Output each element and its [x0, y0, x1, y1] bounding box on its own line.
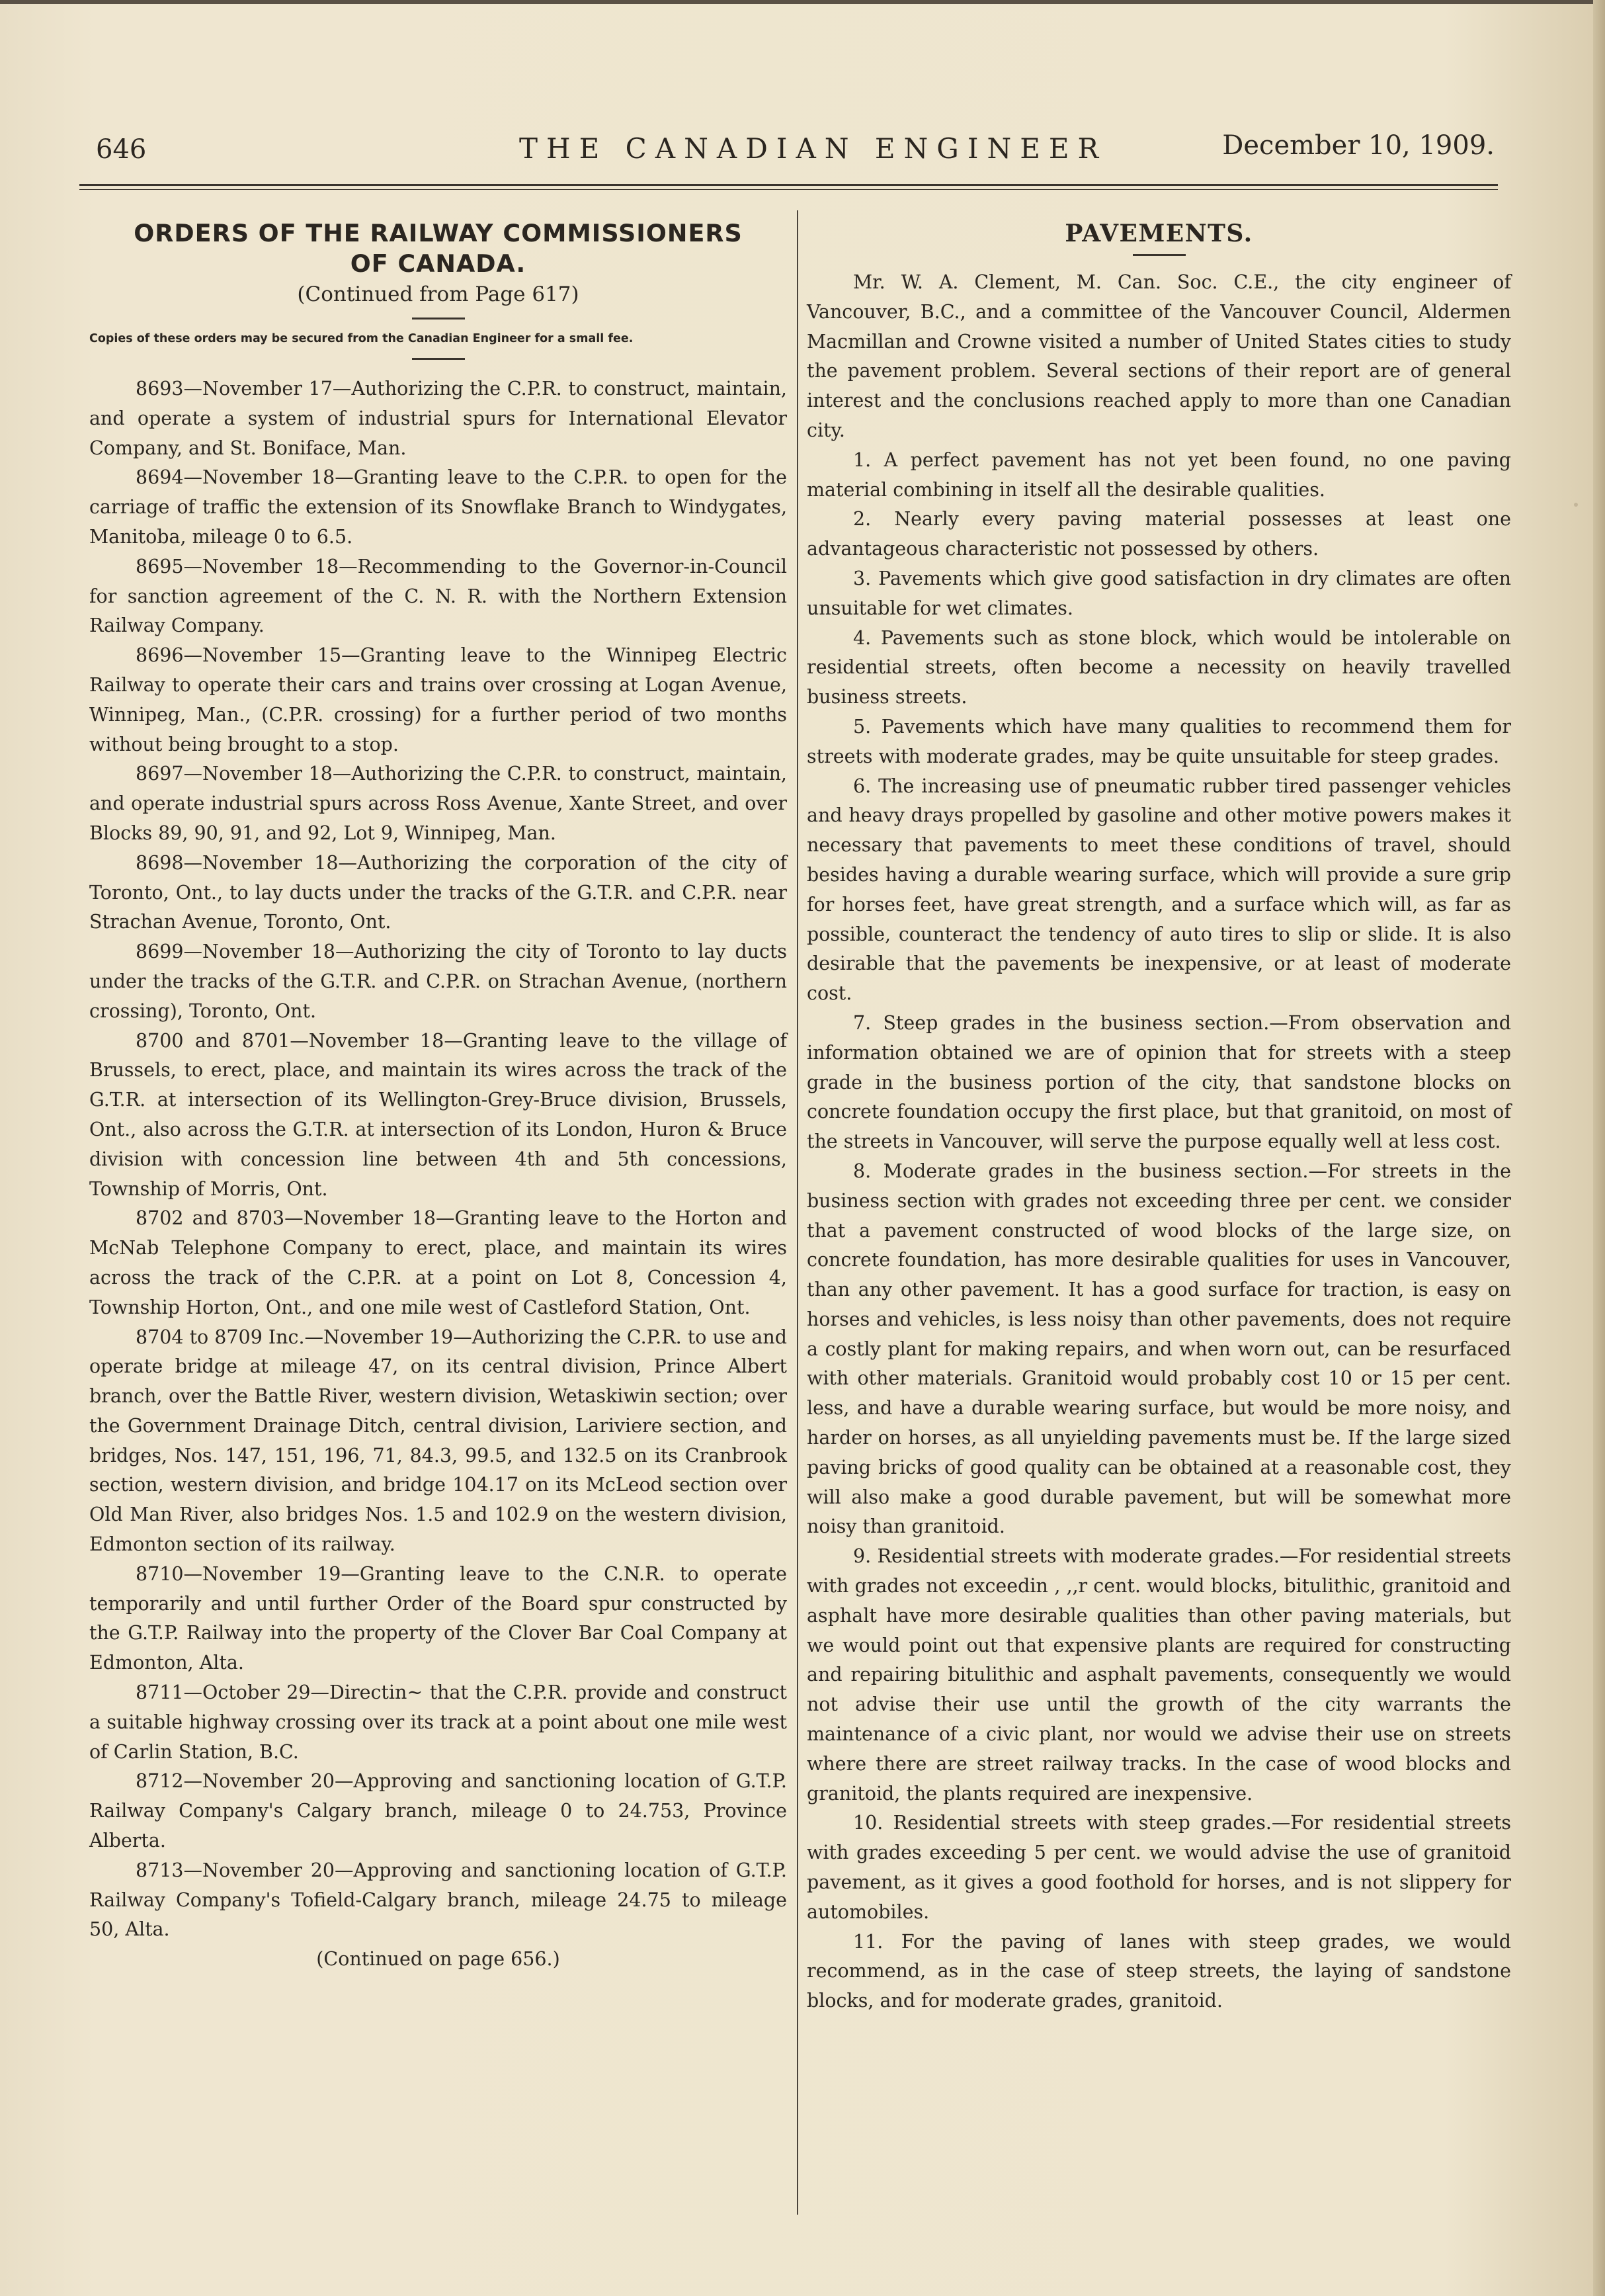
pavements-point-8: 8. Moderate grades in the business section.—For streets in the business section with grades not exceeding three per cent. we consider that a pavement constructed of wood blocks of the large size, on concrete foundation, has more desirable qualities for uses in Vancouver, than any other pavement. It has a good surface for traction, is easy on horses and vehicles, is less noisy than other pavements, does not require a costly plant for making repairs, and when worn out, can be resurfaced with other materials. Granitoid would probably cost 10 or 15 per cent. less, and have a durable wearing surface, but would be more noisy, and harder on horses, as all unyielding pavements must be. If the large sized paving bricks of good quality can be obtained at a reasonable cost, they will also make a good durable pavement, but will be somewhat more noisy than granitoid.	[807, 1160, 1511, 1538]
scan-top-edge	[0, 0, 1605, 4]
header-rule-thin	[79, 189, 1498, 190]
pavements-point-11: 11. For the paving of lanes with steep grades, we would recommend, as in the case of steep streets, the laying of sandstone blocks, and for moderate grades, granitoid.	[807, 1930, 1511, 2012]
left-column	[89, 218, 787, 1975]
pavements-point-5: 5. Pavements which have many qualities to recommend them for streets with moderate grades, may be quite unsuitable for steep grades.	[807, 715, 1511, 767]
order-8713: 8713—November 20—Approving and sanctioning location of G.T.P. Railway Company's Tofield-Calgary branch, mileage 24.75 to mileage 50, Alta.	[89, 1859, 787, 1941]
pavements-point-4: 4. Pavements such as stone block, which would be intolerable on residential streets, often become a necessity on heavily travelled business streets.	[807, 626, 1511, 708]
pavements-point-9: 9. Residential streets with moderate grades.—For residential streets with grades not exceedin ‚ ‚‚r cent. would blocks, bitulithic, granitoid and asphalt have more desirable qualities than other paving materials, but we would point out that expensive plants are required for constructing and repairing bitulithic and asphalt pavements, consequently we would not advise their use until the growth of the city warrants the maintenance of a civic plant, nor would we advise their use on streets where there are street railway tracks. In the case of wood blocks and granitoid, the plants required are inexpensive.	[807, 1545, 1511, 1805]
pavements-point-1: 1. A perfect pavement has not yet been found, no one paving material combining in itself all the desirable qualities.	[807, 448, 1511, 501]
pavements-point-10: 10. Residential streets with steep grades.—For residential streets with grades exceeding 5 per cent. we would advise the use of granitoid pavement, as it gives a good foothold for horses, and is not slippery for automobiles.	[807, 1812, 1511, 1923]
article-title-line2: OF CANADA.	[350, 249, 526, 278]
order-8699: 8699—November 18—Authorizing the city of Toronto to lay ducts under the tracks of the G.T.R. and C.P.R. on Strachan Avenue, (northern crossing), Toronto, Ont.	[89, 941, 787, 1022]
header-rule-thick	[79, 184, 1498, 186]
order-8700-8701: 8700 and 8701—November 18—Granting leave to the village of Brussels, to erect, place, and maintain its wires across the track of the G.T.R. at intersection of its Wellington-Grey-Bruce division, Brussels, Ont., also across the G.T.R. at intersection of its London, Huron & Bruce division with concession line between 4th and 5th concessions, Township of Morris, Ont.	[89, 1029, 787, 1200]
article-title-line1: ORDERS OF THE RAILWAY COMMISSIONERS	[134, 219, 743, 247]
pavements-rule	[1133, 254, 1186, 256]
copies-note: Copies of these orders may be secured from the Canadian Engineer for a small fee.	[89, 332, 634, 345]
order-8712: 8712—November 20—Approving and sanctioning location of G.T.P. Railway Company's Calgary branch, mileage 0 to 24.753, Province Alberta.	[89, 1770, 787, 1852]
order-8697: 8697—November 18—Authorizing the C.P.R. to construct, maintain, and operate industrial spurs across Ross Avenue, Xante Street, and over Blocks 89, 90, 91, and 92, Lot 9, Winnipeg, Man.	[89, 763, 787, 844]
pavements-point-7: 7. Steep grades in the business section.—From observation and information obtained we are of opinion that for streets with a steep grade in the business portion of the city, that sandstone blocks on concrete foundation occupy the first place, but that granitoid, on most of the streets in Vancouver, will serve the purpose equally well at less cost.	[807, 1011, 1511, 1153]
page-header	[96, 129, 1495, 169]
scan-right-edge	[1593, 0, 1605, 2296]
pavements-title: PAVEMENTS.	[1065, 220, 1253, 247]
ink-speck	[668, 566, 671, 569]
order-8702-8703: 8702 and 8703—November 18—Granting leave to the Horton and McNab Telephone Company to erect, place, and maintain its wires across the track of the C.P.R. at a point on Lot 8, Concession 4, Township Horton, Ont., and one mile west of Castleford Station, Ont.	[89, 1207, 787, 1318]
ink-speck	[1574, 503, 1578, 507]
pavements-intro: Mr. W. A. Clement, M. Can. Soc. C.E., the city engineer of Vancouver, B.C., and a committee of the Vancouver Council, Aldermen Macmillan and Crowne visited a number of United States cities to study the pavement problem. Several sections of their report are of general interest and the conclusions reached apply to more than one Canadian city.	[807, 271, 1511, 441]
continued-from: (Continued from Page 617)	[297, 282, 579, 306]
order-8711: 8711—October 29—Directin~ that the C.P.R. provide and construct a suitable highway crossing over its track at a point about one mile west of Carlin Station, B.C.	[89, 1681, 787, 1763]
order-8693: 8693—November 17—Authorizing the C.P.R. to construct, maintain, and operate a system of industrial spurs for International Elevator Company, and St. Boniface, Man.	[89, 378, 787, 459]
right-column	[807, 218, 1511, 2016]
note-rule	[412, 358, 465, 360]
order-8696: 8696—November 15—Granting leave to the Winnipeg Electric Railway to operate their cars and trains over crossing at Logan Avenue, Winnipeg, Man., (C.P.R. crossing) for a further period of two months without being brought to a stop.	[89, 644, 787, 755]
journal-title: THE CANADIAN ENGINEER	[519, 132, 1108, 165]
ink-speck	[1260, 840, 1265, 847]
column-divider	[797, 210, 798, 2215]
order-8694: 8694—November 18—Granting leave to the C.P.R. to open for the carriage of traffic the extension of its Snowflake Branch to Windygates, Manitoba, mileage 0 to 6.5.	[89, 466, 787, 548]
pavements-point-2: 2. Nearly every paving material possesses at least one advantageous characteristic not possessed by others.	[807, 508, 1511, 560]
order-8695: 8695—November 18—Recommending to the Governor-in-Council for sanction agreement of the C. N. R. with the Northern Extension Railway Company.	[89, 555, 787, 637]
order-8710: 8710—November 19—Granting leave to the C.N.R. to operate temporarily and until further Order of the Board spur constructed by the G.T.P. Railway into the property of the Clover Bar Coal Company at Edmonton, Alta.	[89, 1562, 787, 1674]
order-8704-8709: 8704 to 8709 Inc.—November 19—Authorizing the C.P.R. to use and operate bridge at mileage 47, on its central division, Prince Albert branch, over the Battle River, western division, Wetaskiwin section; over the Government Drainage Ditch, central division, Lariviere section, and bridges, Nos. 147, 151, 196, 71, 84.3, 99.5, and 132.5 on its Cranbrook section, western division, and bridge 104.17 on its McLeod section over Old Man River, also bridges Nos. 1.5 and 102.9 on the western division, Edmonton section of its railway.	[89, 1326, 787, 1556]
title-rule	[412, 318, 465, 319]
continued-on: (Continued on page 656.)	[316, 1948, 560, 1971]
order-8698: 8698—November 18—Authorizing the corporation of the city of Toronto, Ont., to lay ducts under the tracks of the G.T.R. and C.P.R. near Strachan Avenue, Toronto, Ont.	[89, 851, 787, 933]
pavements-point-3: 3. Pavements which give good satisfaction in dry climates are often unsuitable for wet climates.	[807, 567, 1511, 619]
page-number: 646	[96, 134, 147, 165]
pavements-point-6: 6. The increasing use of pneumatic rubber tired passenger vehicles and heavy drays propelled by gasoline and other motive powers makes it necessary that pavements to meet these conditions of travel, should besides having a durable wearing surface, which will provide a sure grip for horses feet, have great strength, and a surface which will, as far as possible, counteract the tendency of auto tires to slip or slide. It is also desirable that the pavements be inexpensive, or at least of moderate cost.	[807, 775, 1511, 1005]
issue-date: December 10, 1909.	[1222, 130, 1495, 161]
